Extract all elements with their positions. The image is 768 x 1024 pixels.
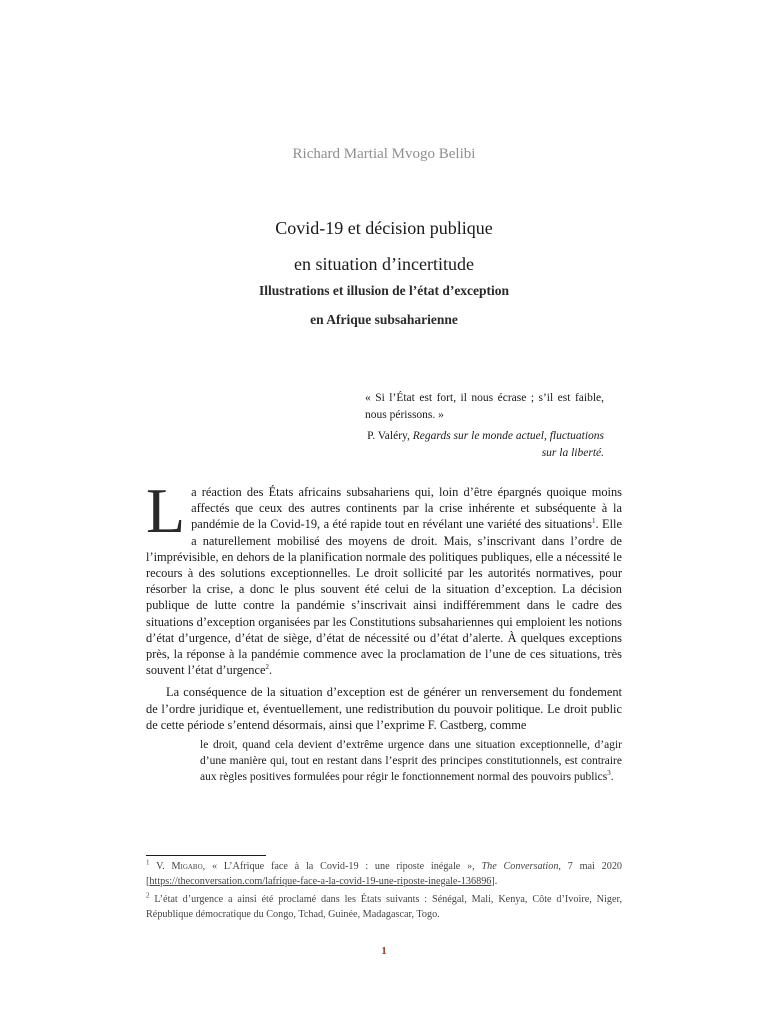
footnote-link[interactable]: https://theconversation.com/lafrique-face-a-la-covid-19-une-riposte-inegale-136896: [149, 876, 492, 887]
chapter-title-line-1: Covid-19 et décision publique: [275, 218, 493, 238]
footnote-1: $^1$ V. Migabo, « L’Afrique face à la Covid-19 : une riposte inégale », The Conversation, 7 mai 2020 [https://theconversation.com/lafrique-face-a-la-covid-19-une-riposte-inegale-136896].: [146, 858, 623, 887]
chapter-subtitle-line-2: en Afrique subsaharienne: [310, 312, 458, 327]
chapter-title-line-2: en situation d’incertitude: [294, 254, 474, 274]
block-quote: le droit, quand cela devient d’extrême urgence dans une situation exceptionnelle, d’agir d’une manière qui, tout en restant dans l’esprit des principes constitutionnels, est contraire aux règles positives formulées pour régir le fonctionnement normal des pouvoirs publics$^3$.: [200, 739, 622, 784]
epigraph-quote: « Si l’État est fort, il nous écrase ; s’il est faible, nous périssons. »: [365, 392, 604, 421]
footnote-rule: [146, 855, 266, 856]
epigraph-work: Regards sur le monde actuel, fluctuations sur la liberté.: [412, 430, 604, 459]
page-number: 1: [381, 945, 387, 957]
drop-cap: L: [146, 475, 186, 546]
author-name: Richard Martial Mvogo Belibi: [292, 146, 476, 162]
footnote-ref-1: 1: [591, 517, 596, 526]
footnote-2: $^2$ L’état d’urgence a ainsi été proclamé dans les États suivants : Sénégal, Mali, Kenya, Côte d’Ivoire, Niger, République démocratique du Congo, Tchad, Guinée, Madagascar, Togo.: [146, 891, 622, 920]
chapter-subtitle-line-1: Illustrations et illusion de l’état d’exception: [258, 283, 510, 298]
footnote-ref-2: 2: [265, 663, 270, 672]
epigraph-author: P. Valéry,: [367, 430, 413, 442]
footnote-ref-3: 3: [607, 769, 611, 778]
body-text: [146, 475, 622, 785]
paragraph-2: La conséquence de la situation d’exception est de générer un renversement du fondement de l’ordre juridique et, éventuellement, une redistribution du pouvoir politique. Le droit public de cette période s’entend désormais, ainsi que l’exprime F. Castberg, comme: [146, 685, 622, 732]
epigraph-attribution: [365, 428, 604, 462]
paragraph-1: La réaction des États africains subsahariens qui, loin d’être épargnés quoique moins affectés que ceux des autres continents par la crise inhérente et subséquente à la pandémie de la Covid-19, a été rapide tout en révélant une variété des situations$^1$. Elle a naturellement mobilisé des moyens de droit. Mais, s’inscrivant dans l’ordre de l’imprévisible, en dehors de la planification normale des politiques publiques, elle a nécessité le recours à des solutions exceptionnelles. Le droit sollicité par les autorités normatives, pour résorber la crise, a donc le plus souvent été celui de la situation d’exception. La décision publique de lutte contre la pandémie s’inscrivait ainsi indifféremment dans le cadre des situations d’exception organisées par les Constitutions subsahariennes qui emploient les notions d’état d’urgence, d’état de siège, d’état de nécessité ou d’état d’alerte. À quelques exceptions près, la réponse à la pandémie commence avec la proclamation de l’une de ces situations, très souvent l’état d’urgence$^2$.: [146, 475, 622, 678]
